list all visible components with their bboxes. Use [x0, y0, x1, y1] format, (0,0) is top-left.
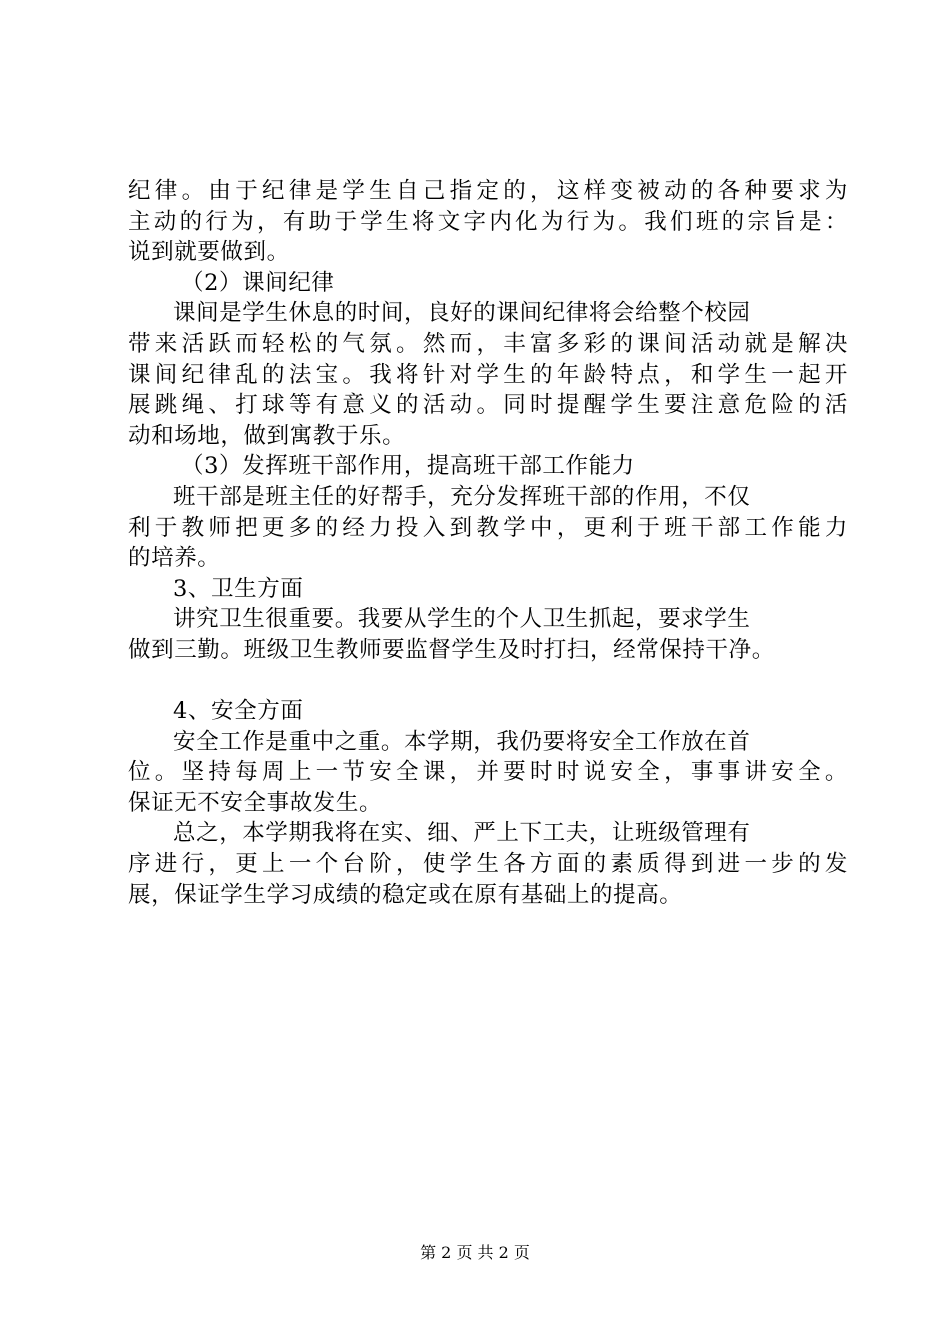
- paragraph-line: 位。坚持每周上一节安全课，并要时时说安全，事事讲安全。: [128, 759, 848, 786]
- paragraph-line: 安全工作是重中之重。本学期，我仍要将安全工作放在首: [173, 728, 751, 755]
- paragraph-line: 利于教师把更多的经力投入到教学中，更利于班干部工作能力: [128, 514, 848, 541]
- paragraph-line: 带来活跃而轻松的气氛。然而，丰富多彩的课间活动就是解决: [128, 330, 848, 357]
- paragraph-line: 动和场地，做到寓教于乐。: [128, 422, 406, 449]
- blank-line: [128, 666, 848, 697]
- paragraph-line: 保证无不安全事故发生。: [128, 789, 383, 816]
- section-heading: 3、卫生方面: [173, 575, 304, 602]
- paragraph-line: 纪律。由于纪律是学生自己指定的，这样变被动的各种要求为: [128, 178, 848, 204]
- section-heading: （2）课间纪律: [181, 269, 335, 296]
- paragraph-line: 课间是学生休息的时间，良好的课间纪律将会给整个校园: [173, 300, 751, 327]
- paragraph-line: 展，保证学生学习成绩的稳定或在原有基础上的提高。: [128, 881, 683, 908]
- paragraph-line: 课间纪律乱的法宝。我将针对学生的年龄特点，和学生一起开: [128, 361, 848, 388]
- paragraph-line: 主动的行为，有助于学生将文字内化为行为。我们班的宗旨是：: [128, 208, 848, 235]
- page-footer: 第 2 页 共 2 页: [420, 1243, 530, 1262]
- paragraph-line: 做到三勤。班级卫生教师要监督学生及时打扫，经常保持干净。: [128, 636, 775, 663]
- section-heading: （3）发挥班干部作用，提高班干部工作能力: [181, 453, 635, 480]
- paragraph-line: 总之，本学期我将在实、细、严上下工夫，让班级管理有: [173, 820, 751, 847]
- paragraph-line: 展跳绳、打球等有意义的活动。同时提醒学生要注意危险的活: [128, 392, 848, 419]
- paragraph-line: 班干部是班主任的好帮手，充分发挥班干部的作用，不仅: [173, 483, 751, 510]
- paragraph-line: 说到就要做到。: [128, 239, 290, 266]
- document-body: [128, 176, 848, 910]
- paragraph-line: 的培养。: [128, 545, 221, 572]
- paragraph-line: 序进行，更上一个台阶，使学生各方面的素质得到进一步的发: [128, 851, 848, 878]
- paragraph-line: 讲究卫生很重要。我要从学生的个人卫生抓起，要求学生: [173, 606, 751, 633]
- section-heading: 4、安全方面: [173, 698, 304, 725]
